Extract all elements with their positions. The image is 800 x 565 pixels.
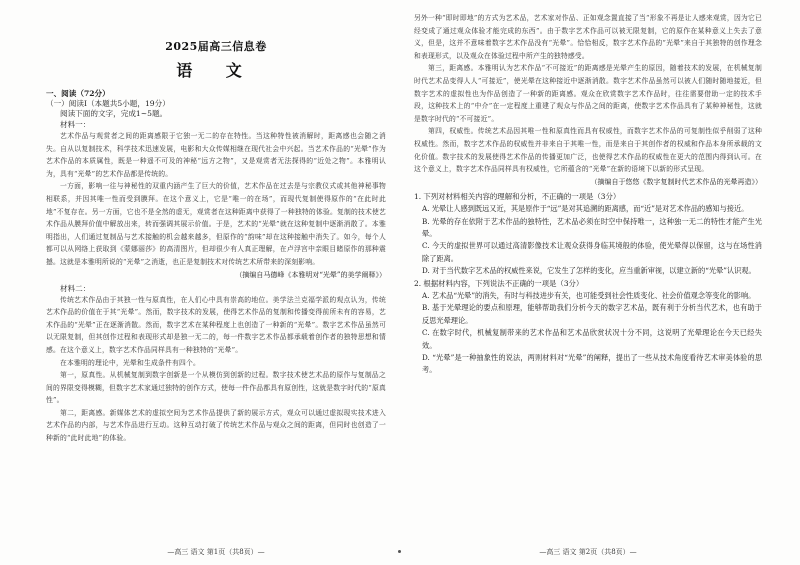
question-1-option-a: A. 光晕让人感到既远又近，其是原作于“远”是对其追溯的距离感，而“近”是对艺术作品的感知与接近。 bbox=[422, 204, 749, 214]
question-2-option-c: C. 在数字时代，机械复制带来的艺术作品和艺术品欣赏状况十分不同，这说明了光晕理论在今天已经失效。 bbox=[422, 328, 762, 350]
material2-continued-paragraph: 第四，权威性。传统艺术品因其唯一性和原真性而具有权威性，而数字艺术作品的可复制性似乎削弱了这种权威性。然而，数字艺术作品的权威性并非来自于其唯一性，而是来自于其创作者的权威和作品本身所承载的文化价值。数字技术的发展使得艺术作品的传播更加广泛，也使得艺术作品的权威性在更大的范围内得到认可。在这个意义上，数字艺术作品同样具有权威性，它所蕴含的“光晕”在新的语境下以新的形式呈现。 bbox=[414, 127, 762, 174]
material2-paragraph: 传统艺术作品由于其独一性与原真性，在人们心中具有崇高的地位。美学法兰克福学派的观点认为，传统艺术作品的价值在于其“光晕”。然而，数字技术的发展，使得艺术作品的复制和传播变得前所未有的容易，艺术作品的“光晕”正在逐渐消散。然而，数字艺术在某种程度上也创造了一种新的“光晕”。数字艺术作品虽然可以无限复制，但其创作过程和表现形式却是独一无二的，每一件数字艺术作品都承载着创作者的独特思想和情感。在这个意义上，数字艺术作品同样具有一种独特的“光晕”。 bbox=[46, 295, 386, 354]
material2-label: 材料二： bbox=[60, 283, 91, 293]
right-column bbox=[400, 0, 800, 565]
section-heading: 一、阅读（72分） bbox=[46, 89, 110, 98]
material2-paragraph: 第二，距离感。新媒体艺术的虚拟空间为艺术作品提供了新的展示方式，观众可以通过虚拟现实技术进入艺术作品的内部，与艺术作品进行互动。这种互动打破了传统艺术作品与观众之间的距离，但同时也创造了一种新的“此时此地”的体验。 bbox=[46, 408, 386, 443]
page-footer-right: —高三 语文 第2页（共8页）— bbox=[539, 548, 637, 556]
material1-paragraph: 一方面，影响一往与神秘性的双重内涵产生了巨大的价值，艺术作品在过去是与宗教仪式或其他神秘事物相联系，并因其唯一性而受到膜拜。在这个意义上，它是“唯一的在场”，而现代复制使得原作的“在此时此地”不复存在。另一方面，它也不是全然的虚无，观赏者在这种距离中获得了一种独特的体验。复制的技术使艺术作品从膜拜价值中解放出来，转而强调其展示价值。于是，艺术的“光晕”就在这种复制中逐渐消散了。本雅明指出，人们通过复制品与艺术接触的机会越来越多，但原作的“韵味”却在这种接触中消失了。如今，每个人都可以从网络上获取到《蒙娜丽莎》的高清图片，但却很少有人真正理解，在卢浮宫中亲眼目睹原作的那种震撼。这就是本雅明所说的“光晕”之消逝，也正是复制技术对传统艺术所带来的深刻影响。 bbox=[46, 182, 386, 266]
question-1-option-c: C. 今天的虚拟世界可以通过高清影像技术让观众获得身临其境般的体验，使光晕得以保留，这与在场性消除了距离。 bbox=[422, 241, 762, 263]
question-2-option-b: B. 基于光晕理论的要点和原理，能够帮助我们分析今天的数字艺术品，既有利于分析当代艺术，也有助于反思光晕理论。 bbox=[422, 303, 762, 325]
question-2-option-a: A. 艺术品“光晕”的消失，有时与科技进步有关，也可能受到社会性质变化、社会价值观念等变化的影响。 bbox=[422, 290, 756, 300]
question-1-option-d: D. 对于当代数字艺术品的权威性来说，它发生了怎样的变化，应当重新审视，以建立新的“光晕”认识观。 bbox=[422, 266, 756, 276]
page-footer-left: —高三 语文 第1页（共8页）— bbox=[167, 548, 265, 556]
center-dot bbox=[398, 550, 401, 553]
material2-paragraph: 第一，原真性。从机械复制到数字创新是一个从模仿到创新的过程。数字技术使艺术品的原作与复制品之间的界限变得模糊，但数字艺术家通过独特的创作方式，使每一件作品都具有原创性，这就是数字时代的“原真性”。 bbox=[46, 371, 386, 405]
material2-paragraph: 在本雅明的理论中，光晕和生成条件有四个。 bbox=[60, 358, 200, 367]
subject-title: 语 文 bbox=[176, 61, 256, 80]
question-1: 1. 下列对材料相关内容的理解和分析，不正确的一项是（3分） bbox=[414, 191, 621, 201]
question-2-option-d: D. “光晕”是一种抽象性的说法，两则材料对“光晕”的阐释，提出了一些从技术角度看待艺术审美体验的思考。 bbox=[422, 353, 762, 375]
question-1-option-b: B. 光晕的存在依附于艺术作品的独特性，艺术品必须在时空中保持唯一，这种独一无二的特性才能产生光晕。 bbox=[422, 216, 762, 238]
question-2: 2. 根据材料内容，下列说法不正确的一项是（3分） bbox=[414, 278, 584, 288]
instruction-text: 阅读下面的文字，完成1~5题。 bbox=[60, 109, 168, 118]
exam-title: 2025届高三信息卷 bbox=[165, 40, 267, 53]
material2-continued-paragraph: 第三，距离感。本雅明认为艺术作品“不可接近”的距离感是光晕产生的原因，随着技术的发展，在机械复制时代艺术品变得人人“可接近”，使光晕在这种接近中逐渐消散。数字艺术作品虽然可以被人们随时随地接近，但数字艺术的虚拟性也为作品创造了一种新的距离感。观众在欣赏数字艺术作品时，往往需要借助一定的技术手段，这种技术上的“中介”在一定程度上重建了观众与作品之间的距离，使数字艺术作品具有了某种神秘性，这就是数字时代的“不可接近”。 bbox=[414, 64, 762, 123]
material1-label: 材料一： bbox=[60, 120, 91, 129]
material1-source: （摘编自马德峰《本雅明对“光晕”的美学阐释》） bbox=[235, 270, 386, 279]
material2-continued-paragraph: 另外一种“即时即地”的方式为艺术品，艺术家对作品、正如观念置直接了当“形象不再是让人感来观赏，因为它已经变成了通过观众体验才能完成的东西”。由于数字艺术作品可以被无限复制，它的原作在某种意义上失去了意义，但是，这并不意味着数字艺术作品没有“光晕”。恰恰相反，数字艺术作品的“光晕”来自于其独特的创作理念和表现形式，以及观众在体验过程中所产生的独特感受。 bbox=[414, 14, 762, 60]
material2-source: （摘编自于悠悠《数字复制时代艺术作品的光晕再造》） bbox=[590, 177, 762, 186]
material1-paragraph: 艺术作品与观赏者之间的距离感限于它独一无二的存在特性。当这种特性被消解时，距离感也会随之消失。自从以复制技术，科学技术迅速发展，电影和大众传媒相继在现代社会中兴起。当艺术作品的“光晕”作为艺术作品的本质属性，既是一种遥不可及的神秘“远方之物”，又是观赏者无法探得的“近处之物”。本雅明认为，具有“光晕”的艺术作品都是传统的。 bbox=[46, 132, 386, 178]
subsection-heading: （一）阅读Ⅰ（本题共5小题，19分） bbox=[46, 99, 170, 108]
